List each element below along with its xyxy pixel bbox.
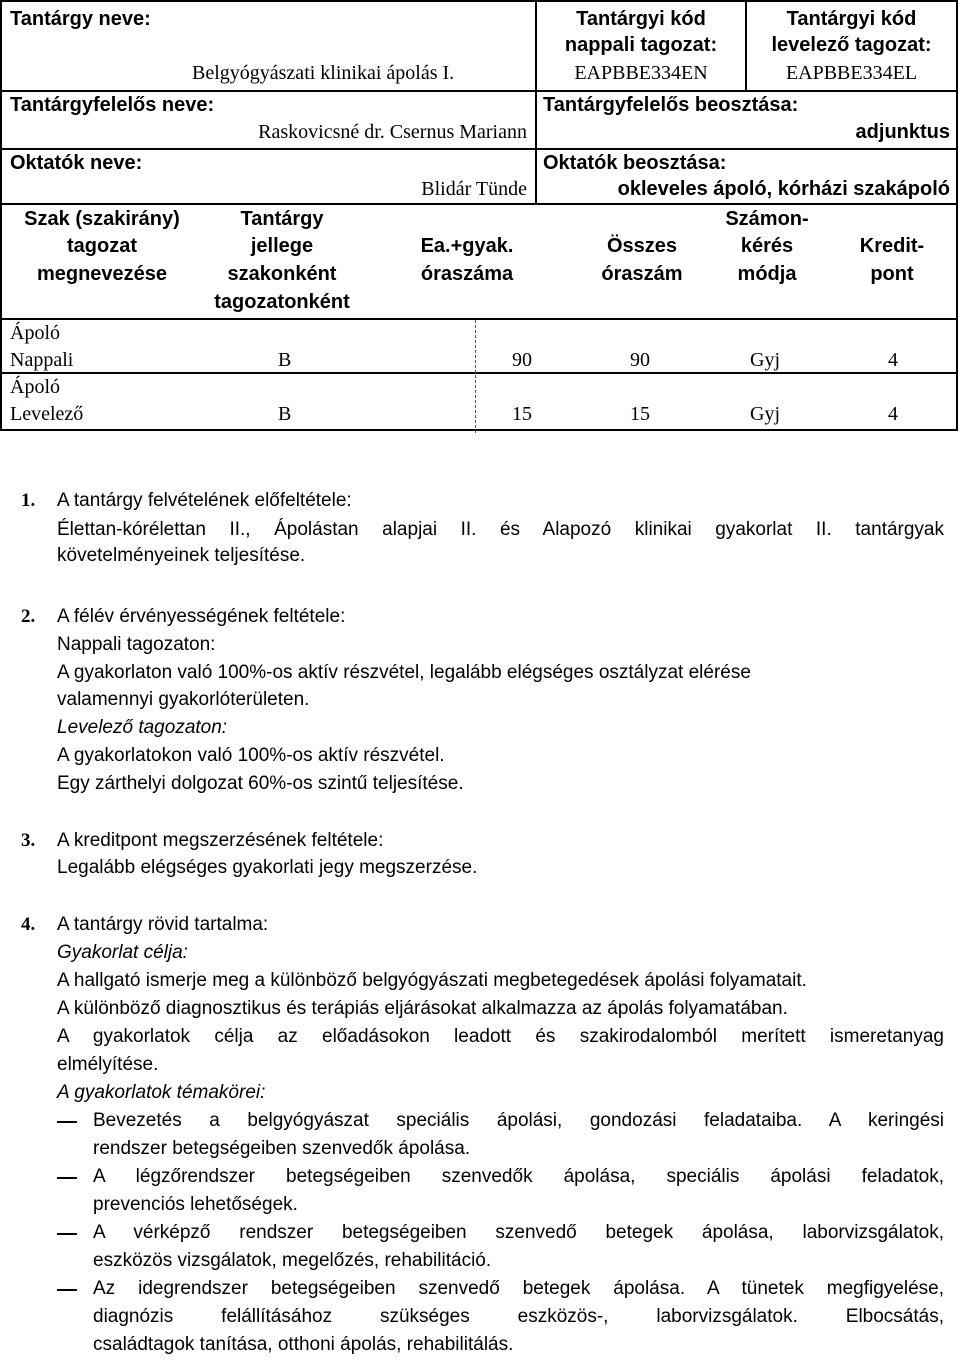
subject-name: Belgyógyászati klinikai ápolás I. [192,62,455,84]
teachers-label: Oktatók neve: [10,152,143,174]
section-text: A gyakorlaton való 100%-os aktív részvétel, legalább elégséges osztályzat elérése [57,662,751,683]
col-szak-1: Szak (szakirány) [24,208,180,230]
col-kredit-2: pont [870,263,914,285]
col-ora-1: Ea.+gyak. [420,235,514,257]
section-text: A gyakorlatokon való 100%-os aktív részvétel. [57,745,445,766]
correspondence-label: Levelező tagozaton: [57,717,228,738]
col-kredit-1: Kredit- [859,235,925,257]
section-title: A tantárgy rövid tartalma: [57,914,269,935]
col-szamon-1: Számon- [725,208,809,230]
section-text: Élettan-kórélettan II., Ápolástan alapjai II. és Alapozó klinikai gyakorlat II. tantárgyak [57,519,944,540]
row-jelleg: B [278,349,292,371]
col-jelleg-1: Tantárgy [240,208,324,230]
row-ossz: 15 [630,403,650,425]
responsible-label: Tantárgyfelelős neve: [10,94,215,116]
section-title: A félév érvényességének feltétele: [57,606,346,627]
section-text: Legalább elégséges gyakorlati jegy megszerzése. [57,857,478,878]
row-szamon: Gyj [750,349,780,371]
code-day-label-2: nappali tagozat: [564,34,718,56]
day-label: Nappali tagozaton: [57,634,216,655]
section-number: 1. [21,490,36,511]
table-divider [2,148,956,150]
col-szak-2: tagozat [67,235,137,257]
row-szamon: Gyj [750,403,780,425]
table-divider [2,203,956,205]
row-kredit: 4 [888,403,898,425]
topics-label: A gyakorlatok témakörei: [57,1082,266,1103]
topic-item: A vérképző rendszer betegségeiben szenvedő betegek ápolása, laborvizsgálatok, [93,1222,944,1243]
subject-info-table [0,0,958,431]
responsible-pos-label: Tantárgyfelelős beosztása: [543,94,799,116]
col-szamon-2: kérés [740,235,794,257]
topic-item: Bevezetés a belgyógyászat speciális ápolási, gondozási feladataiba. A keringési [93,1110,944,1131]
row-kredit: 4 [888,349,898,371]
col-jelleg-4: tagozatonként [214,291,350,313]
row-tagozat: Nappali [10,349,74,371]
dash-bullet-icon [57,1233,77,1235]
section-number: 3. [21,830,36,851]
col-szak-3: megnevezése [36,263,168,285]
topic-item: diagnózis felállításához szükséges eszközös-, laborvizsgálatok. Elbocsátás, [93,1306,944,1327]
section-title: A kreditpont megszerzésének feltétele: [57,830,384,851]
code-corr-label: Tantárgyi kód [786,8,917,30]
section-number: 4. [21,914,36,935]
row-szak: Ápoló [10,322,60,344]
section-text: A gyakorlatok célja az előadásokon leadott és szakirodalomból merített ismeretanyag [57,1026,944,1047]
teachers-pos-label: Oktatók beosztása: [543,152,727,174]
teachers-pos: okleveles ápoló, kórházi szakápoló [617,178,950,200]
topic-item: A légzőrendszer betegségeiben szenvedők ápolása, speciális ápolási feladatok, [93,1166,944,1187]
table-divider [2,372,956,374]
section-text: Egy zárthelyi dolgozat 60%-os szintű teljesítése. [57,773,464,794]
col-ossz-1: Összes [606,235,678,257]
dash-bullet-icon [57,1177,77,1179]
aim-label: Gyakorlat célja: [57,942,188,963]
section-text: valamennyi gyakorlóterületen. [57,689,310,710]
section-number: 2. [21,606,36,627]
topic-item: rendszer betegségeiben szenvedők ápolása. [93,1138,471,1159]
responsible-name: Raskovicsné dr. Csernus Mariann [258,121,527,143]
code-corr-label-2: levelező tagozat: [771,34,932,56]
section-text: elmélyítése. [57,1054,159,1075]
col-ora-2: óraszáma [420,263,514,285]
section-title: A tantárgy felvételének előfeltétele: [57,490,352,511]
topic-item: prevenciós lehetőségek. [93,1194,298,1215]
topic-item: családtagok tanítása, otthoni ápolás, rehabilitálás. [93,1334,514,1355]
col-jelleg-3: szakonként [227,263,337,285]
table-divider-dashed [475,320,476,433]
col-ossz-2: óraszám [601,263,683,285]
section-text: követelményeinek teljesítése. [57,545,306,566]
teachers-name: Blidár Tünde [421,178,527,200]
row-ora: 90 [512,349,532,371]
responsible-pos: adjunktus [855,121,950,143]
code-day-label: Tantárgyi kód [576,8,706,30]
row-ora: 15 [512,403,532,425]
topic-item: Az idegrendszer betegségeiben szenvedő betegek ápolása. A tünetek megfigyelése, [93,1278,944,1299]
section-text: A hallgató ismerje meg a különböző belgyógyászati megbetegedések ápolási folyamatait. [57,970,807,991]
row-tagozat: Levelező [10,403,84,425]
section-text: A különböző diagnosztikus és terápiás eljárásokat alkalmazza az ápolás folyamatában. [57,998,788,1019]
subject-name-label: Tantárgy neve: [10,8,151,30]
col-szamon-3: módja [737,263,797,285]
col-jelleg-2: jellege [250,235,314,257]
code-day: EAPBBE334EN [574,62,708,84]
dash-bullet-icon [57,1289,77,1291]
topic-item: eszközös vizsgálatok, megelőzés, rehabilitáció. [93,1250,492,1271]
row-szak: Ápoló [10,376,60,398]
row-ossz: 90 [630,349,650,371]
row-jelleg: B [278,403,292,425]
table-divider [2,318,956,320]
dash-bullet-icon [57,1121,77,1123]
code-corr: EAPBBE334EL [785,62,918,84]
